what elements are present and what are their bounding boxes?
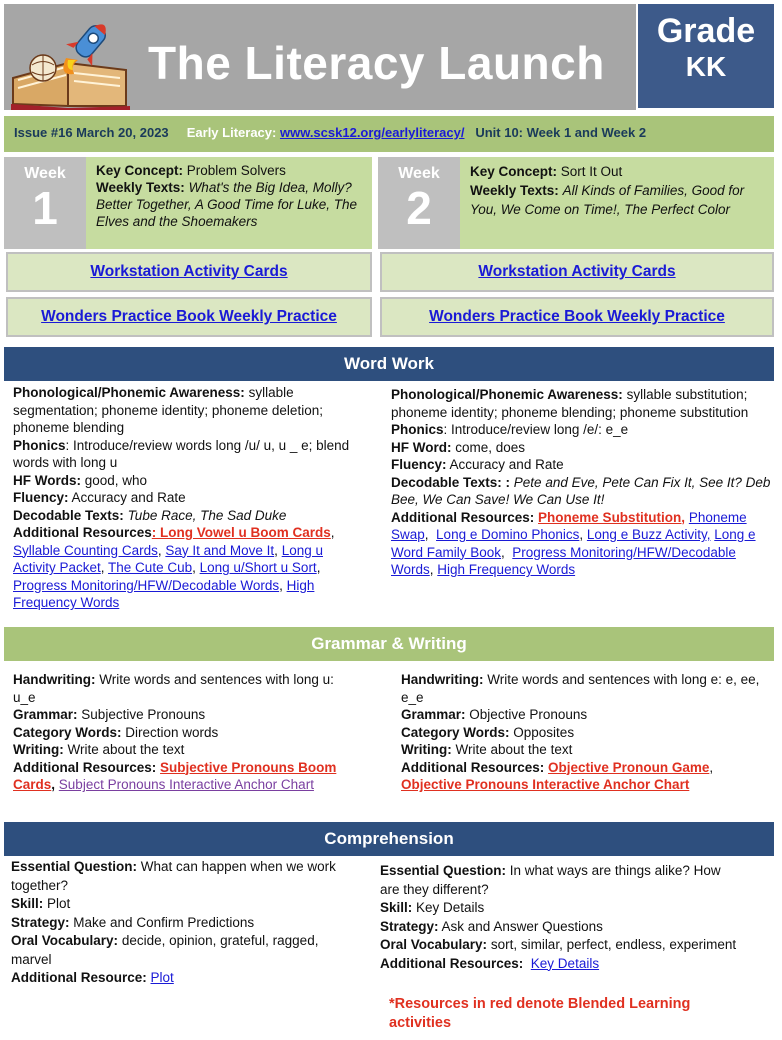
book-rocket-logo-icon [8,18,138,110]
decodable-label: Decodable Texts: [13,507,124,523]
grade-value: KK [685,51,727,82]
writing-label: Writing: [13,742,64,757]
weekly-texts-label: Weekly Texts: [96,180,185,195]
vocab-value: sort, similar, perfect, endless, experiment [490,937,737,952]
eq-label: Essential Question: [11,859,138,874]
weekly-texts-value: What's the Big Idea, Molly? Better Together, A Good Time for Luke, The Elves and the Shoemakers [96,180,358,229]
decodable-value: Tube Race, The Sad Duke [127,507,287,523]
word-work-week-1: Phonological/Phonemic Awareness: syllable segmentation; phoneme identity; phoneme deletion; phoneme blending Phonics: Introduce/review words long /u/ u, u _ e; blend words with long u HF Words: good, who Fluency: Accuracy and Rate Decodable Texts: Tube Race, The Sad Duke Additional Resources: Long Vowel u Boom Cards, Syllable Counting Cards, Say It and Move It, Long u Activity Packet, The Cute Cub, Long u/Short u Sort, Progress Monitoring/HFW/Decodable Words, High Frequency Words [13,385,350,610]
category-label: Category Words: [401,724,510,740]
skill-value: Plot [47,896,71,911]
subjective-pronouns-boom-cards-link[interactable]: Subjective Pronouns Boom Cards [13,759,337,792]
say-it-and-move-it-link[interactable]: Say It and Move It [165,542,275,558]
category-label: Category Words: [13,724,122,740]
objective-pronoun-game-link[interactable]: Objective Pronoun Game [548,759,710,775]
pa-label: Phonological/Phonemic Awareness: [391,387,623,402]
skill-value: Key Details [416,900,485,915]
vocab-value: decide, opinion, grateful, ragged, marvel [11,933,319,967]
skill-label: Skill: [380,900,413,915]
word-work-week-2: Phonological/Phonemic Awareness: syllable substitution; phoneme identity; phoneme blending; phoneme substitution Phonics: Introduce/review long /e/: e_e HF Word: come, does Fluency: Accuracy and Rate Decodable Texts: : Pete and Eve, Pete Can Fix It, See It? Deb Bee, We Can Save! We Can Use It! Additional Resources: Phoneme Substitution, Phoneme Swap, Long e Domino Phonics, Long e Buzz Activity, Long e Word Family Book, Progress Monitoring/HFW/Decodable Words, High Frequency Words [391,387,771,577]
grammar-value: Subjective Pronouns [81,707,206,722]
week-2-wonders-box [380,297,774,337]
long-e-word-family-book-link[interactable]: Long e Word Family Book [391,527,756,560]
writing-value: Write about the text [455,742,573,757]
objective-pronouns-anchor-chart-link[interactable]: Objective Pronouns Interactive Anchor Chart [401,777,690,792]
eq-value: In what ways are things alike? How are they different? [380,863,721,897]
early-literacy-link[interactable]: www.scsk12.org/earlyliteracy/ [279,125,465,140]
hf-value: come, does [455,439,526,455]
category-value: Opposites [513,724,575,740]
phoneme-swap-link[interactable]: Phoneme Swap [391,509,747,542]
plot-link[interactable]: Plot [150,970,174,985]
grammar-label: Grammar: [401,707,466,722]
vocab-label: Oral Vocabulary: [11,933,119,948]
key-concept-label: Key Concept: [96,163,184,178]
resources-label: Additional Resources: [391,509,535,525]
hf-value: good, who [84,472,148,488]
grammar-week-2: Handwriting: Write words and sentences with long e: e, ee, e_e Grammar: Objective Pronouns Category Words: Opposites Writing: Write about the text Additional Resources: Objective Pronoun Game, Objective Pronouns Interactive Anchor Chart [401,672,760,792]
pa-value: syllable segmentation; phoneme identity; phoneme deletion; phoneme blending [13,385,323,435]
comprehension-week-1 [11,858,351,988]
handwriting-value: Write words and sentences with long e: e, ee, e_e [401,672,760,705]
unit-label: Unit 10: Week 1 and Week 2 [475,125,647,140]
fluency-label: Fluency: [391,457,447,472]
week-1-concept [86,157,372,249]
fluency-label: Fluency: [13,490,69,505]
subject-pronouns-anchor-chart-link[interactable]: Subject Pronouns Interactive Anchor Chart [58,777,314,792]
long-e-buzz-activity-link[interactable]: Long e Buzz Activity, [586,527,711,542]
comprehension-week-2 [380,862,740,973]
workstation-link[interactable]: Workstation Activity Cards [90,263,288,280]
blended-learning-footnote: *Resources in red denote Blended Learning activities [389,996,691,1031]
grammar-value: Objective Pronouns [469,707,588,722]
grade-badge [638,4,774,108]
grammar-week-1: Handwriting: Write words and sentences with long u: u_e Grammar: Subjective Pronouns Category Words: Direction words Writing: Write about the text Additional Resources: Subjective Pronouns Boom Cards, Subject Pronouns Interactive Anchor Chart [13,672,337,792]
strategy-value: Make and Confirm Predictions [73,914,255,930]
word-work-heading: Word Work [4,347,774,381]
decodable-value: Pete and Eve, Pete Can Fix It, See It? Deb Bee, We Can Save! We Can Use It! [391,474,771,507]
the-cute-cub-link[interactable]: The Cute Cub [108,560,193,575]
week-2-label: Week [398,165,440,182]
strategy-label: Strategy: [11,914,70,930]
writing-label: Writing: [401,742,452,757]
resource-label: Additional Resource: [11,970,147,985]
key-concept-value: Problem Solvers [186,163,286,178]
week-2-badge [378,157,460,249]
resources-label: Additional Resources: [401,759,545,775]
weekly-texts-label: Weekly Texts: [470,183,559,198]
decodable-label: Decodable Texts: : [391,474,511,490]
resources-label: Additional Resources: [13,759,157,775]
strategy-label: Strategy: [380,918,439,934]
phonics-value: : Introduce/review words long /u/ u, u _ e; blend words with long u [13,437,350,470]
hf-label: HF Words: [13,472,81,488]
issue-date: Issue #16 March 20, 2023 [14,125,169,140]
phonics-value: : Introduce/review long /e/: e_e [443,422,629,437]
high-frequency-words-link[interactable]: High Frequency Words [13,577,315,610]
weekly-texts-value: All Kinds of Families, Good for You, We Come on Time!, The Perfect Color [470,183,745,217]
eq-value: What can happen when we work together? [11,859,336,893]
eq-label: Essential Question: [380,863,507,878]
grammar-writing-heading: Grammar & Writing [4,627,774,661]
handwriting-label: Handwriting: [401,672,484,687]
week-1-wonders-box [6,297,372,337]
week-1-workstation-box [6,252,372,292]
page-title: The Literacy Launch [148,37,605,89]
long-u-activity-packet-link[interactable]: Long u Activity Packet [13,542,323,575]
workstation-link[interactable]: Workstation Activity Cards [478,263,676,280]
pa-label: Phonological/Phonemic Awareness: [13,385,245,400]
week-1-badge [4,157,86,249]
handwriting-label: Handwriting: [13,672,96,687]
week-2-concept [460,157,774,249]
grade-label: Grade [656,12,756,50]
skill-label: Skill: [11,896,44,911]
syllable-counting-cards-link[interactable]: Syllable Counting Cards [13,542,158,558]
phonics-label: Phonics [13,437,66,453]
strategy-value: Ask and Answer Questions [441,918,603,934]
key-concept-label: Key Concept: [470,164,558,179]
phonics-label: Phonics [391,422,444,437]
resources-label: Additional Resources [13,525,152,540]
resource-label: Additional Resources: [380,955,524,971]
comprehension-heading: Comprehension [4,822,774,856]
pa-value: syllable substitution; phoneme identity; phoneme blending; phoneme substitution [391,387,749,420]
week-2-number: 2 [406,182,432,234]
long-short-u-sort-link[interactable]: Long u/Short u Sort [199,560,317,575]
wonders-link[interactable]: Wonders Practice Book Weekly Practice [41,308,337,325]
issue-bar [4,116,774,152]
fluency-value: Accuracy and Rate [71,490,186,505]
week-1-number: 1 [32,182,58,234]
hf-label: HF Word: [391,439,452,455]
early-literacy-label: Early Literacy: [186,125,277,140]
long-vowel-u-boom-cards-link[interactable]: : Long Vowel u Boom Cards [151,525,331,540]
handwriting-value: Write words and sentences with long u: u_e [13,672,334,705]
progress-monitoring-link[interactable]: Progress Monitoring/HFW/Decodable Words [13,577,280,593]
week-1-label: Week [24,165,66,182]
vocab-label: Oral Vocabulary: [380,937,488,952]
progress-monitoring-link[interactable]: Progress Monitoring/HFW/Decodable Words [391,544,736,577]
high-frequency-words-link[interactable]: High Frequency Words [437,562,576,577]
key-details-link[interactable]: Key Details [530,955,600,971]
fluency-value: Accuracy and Rate [449,457,564,472]
wonders-link[interactable]: Wonders Practice Book Weekly Practice [429,308,725,325]
long-e-domino-phonics-link[interactable]: Long e Domino Phonics [436,527,580,542]
key-concept-value: Sort It Out [560,164,623,179]
week-2-workstation-box [380,252,774,292]
category-value: Direction words [125,724,219,740]
phoneme-substitution-link[interactable]: Phoneme Substitution, [538,509,686,525]
grammar-label: Grammar: [13,707,78,722]
writing-value: Write about the text [67,742,185,757]
